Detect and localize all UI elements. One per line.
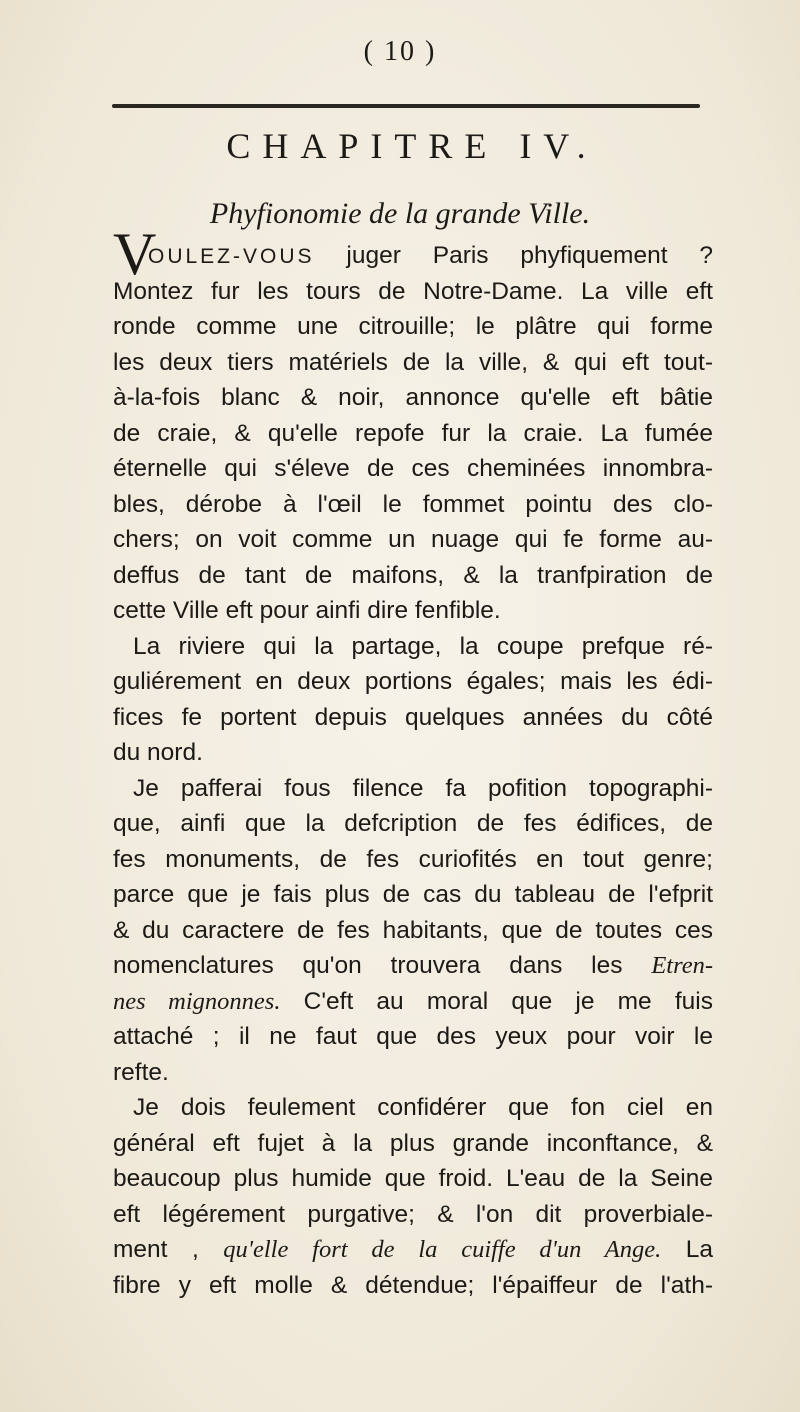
text-line: ment , qu'elle fort de la cuiffe d'un Ange. La [113, 1236, 713, 1263]
text-line: guliérement en deux portions égales; mais les édi- [113, 668, 713, 695]
text-line: éternelle qui s'éleve de ces cheminées innombra- [113, 455, 713, 482]
text-line: Montez fur les tours de Notre-Dame. La ville eft [113, 277, 713, 305]
text-line: attaché ; il ne faut que des yeux pour voir le [113, 1023, 713, 1050]
text-line: du nord. [113, 739, 203, 766]
text-line: eft légérement purgative; & l'on dit proverbiale- [113, 1200, 713, 1228]
text-line: fes monuments, de fes curiofités en tout genre; [113, 845, 713, 873]
text-line: nes mignonnes. C'eft au moral que je me fuis [113, 987, 713, 1015]
text-line: que, ainfi que la defcription de fes édifices, de [113, 810, 713, 837]
text-line: La riviere qui la partage, la coupe prefque ré- [133, 632, 713, 660]
text-line: à-la-fois blanc & noir, annonce qu'elle eft bâtie [113, 384, 713, 411]
text-line: chers; on voit comme un nuage qui fe forme au- [113, 526, 713, 553]
header-rule [112, 104, 700, 108]
text-line: beaucoup plus humide que froid. L'eau de la Seine [113, 1165, 713, 1192]
text-line: Je dois feulement confidérer que fon ciel en [133, 1094, 713, 1121]
text-line: les deux tiers matériels de la ville, & qui eft tout- [113, 348, 713, 376]
chapter-heading: CHAPITRE IV. [226, 126, 598, 166]
text-line: nomenclatures qu'on trouvera dans les Etren- [113, 952, 713, 979]
body-text [113, 221, 713, 1303]
text-line: général eft fujet à la plus grande inconftance, & [113, 1129, 713, 1157]
chapter-subtitle: Phyfionomie de la grande Ville. [209, 197, 591, 230]
text-line: de craie, & qu'elle repofe fur la craie. La fumée [113, 419, 713, 447]
text-line: cette Ville eft pour ainfi dire fenfible. [113, 597, 501, 624]
drop-cap: V [113, 221, 157, 287]
text-line: ronde comme une citrouille; le plâtre qui forme [113, 313, 713, 340]
text-line: refte. [113, 1058, 169, 1086]
text-line: deffus de tant de maifons, & la tranfpiration de [113, 561, 713, 589]
text-line: parce que je fais plus de cas du tableau de l'efprit [113, 881, 713, 908]
small-caps-text: OULEZ-VOUS [148, 245, 315, 268]
text-line: fibre y eft molle & détendue; l'épaiffeur de l'ath- [113, 1271, 713, 1299]
text-line: Je pafferai fous filence fa pofition topographi- [133, 774, 713, 802]
text-line: fices fe portent depuis quelques années du côté [113, 703, 713, 731]
text-line: bles, dérobe à l'œil le fommet pointu des clo- [113, 490, 713, 518]
text-line: & du caractere de fes habitants, que de toutes ces [113, 916, 713, 944]
text-line: V OULEZ-VOUS juger Paris phyfiquement ? [113, 221, 713, 287]
page-number: ( 10 ) [363, 36, 437, 67]
